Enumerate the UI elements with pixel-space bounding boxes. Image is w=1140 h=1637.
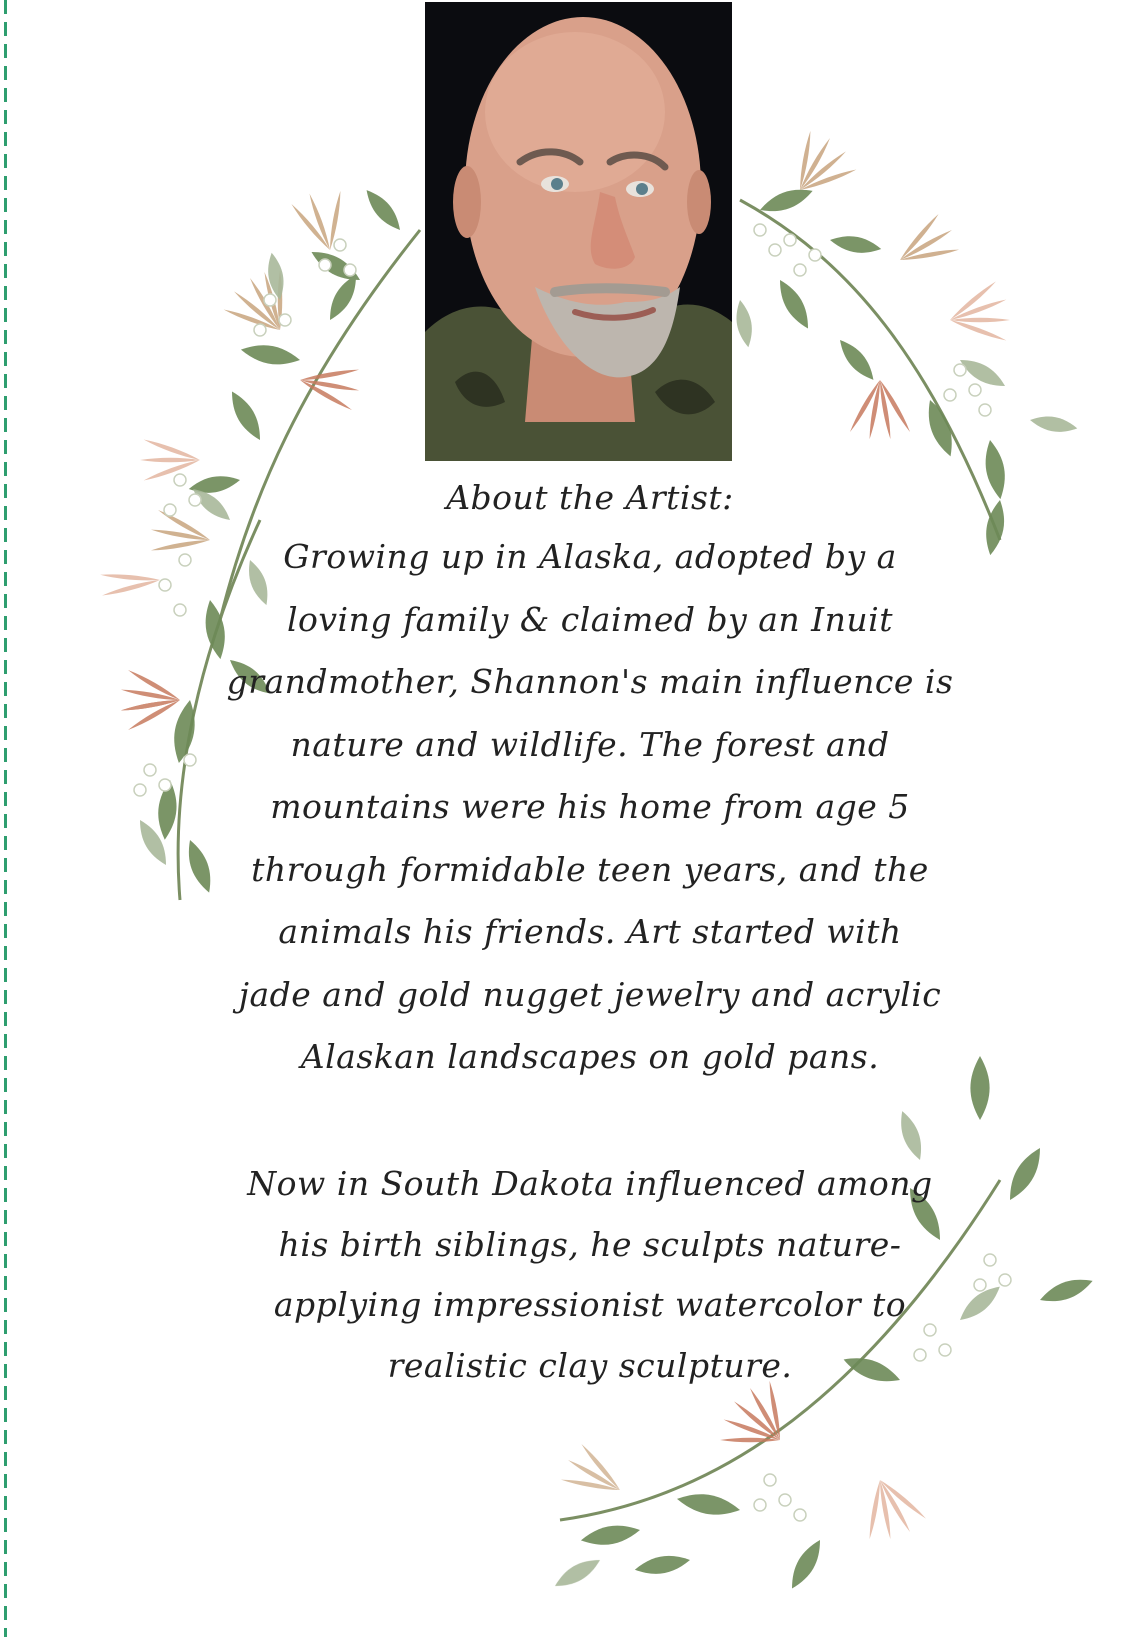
bio-line: his birth siblings, he sculpts nature-: [278, 1224, 902, 1264]
bio-line: jade and gold nugget jewelry and acrylic: [238, 974, 942, 1014]
bio-line: realistic clay sculpture.: [387, 1345, 793, 1385]
bio-line: animals his friends. Art started with: [278, 912, 902, 951]
about-heading: About the Artist:: [446, 478, 734, 517]
bio-line: loving family & claimed by an Inuit: [286, 599, 893, 639]
artist-portrait-photo: [425, 2, 732, 461]
bio-line: applying impressionist watercolor to: [273, 1285, 907, 1324]
bio-paragraph-1: [200, 526, 980, 1089]
bio-line: Growing up in Alaska, adopted by a: [283, 537, 897, 576]
bio-line: nature and wildlife. The forest and: [290, 724, 890, 764]
bio-line: Now in South Dakota influenced among: [247, 1164, 933, 1203]
bio-paragraph-2: [200, 1154, 980, 1396]
bio-line: grandmother, Shannon's main influence is: [226, 662, 954, 701]
bio-line: Alaskan landscapes on gold pans.: [300, 1037, 880, 1076]
bio-line: mountains were his home from age 5: [270, 787, 910, 826]
bio-line: through formidable teen years, and the: [251, 849, 929, 889]
